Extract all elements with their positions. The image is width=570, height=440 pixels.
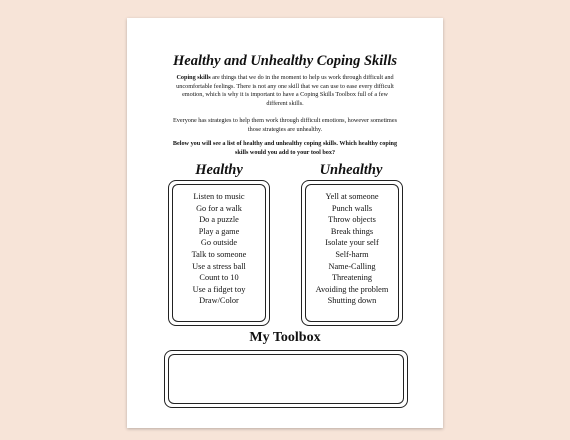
healthy-item: Talk to someone — [191, 249, 247, 259]
healthy-list — [169, 191, 269, 307]
strategies-paragraph: Everyone has strategies to help them work through difficult emotions, however sometimes those strategies are unhealthy. — [173, 117, 397, 133]
unhealthy-item: Isolate your self — [325, 238, 379, 248]
healthy-item: Play a game — [198, 226, 240, 236]
unhealthy-item: Yell at someone — [325, 192, 379, 201]
healthy-heading: Healthy — [195, 162, 243, 178]
healthy-item: Do a puzzle — [199, 215, 239, 225]
unhealthy-item: Avoiding the problem — [315, 284, 389, 294]
healthy-item: Go for a walk — [196, 203, 242, 213]
unhealthy-item: Break things — [330, 226, 374, 236]
healthy-item: Draw/Color — [199, 296, 239, 306]
toolbox-heading: My Toolbox — [249, 330, 321, 345]
worksheet-title: Healthy and Unhealthy Coping Skills — [173, 53, 397, 69]
unhealthy-heading: Unhealthy — [319, 162, 383, 178]
unhealthy-item: Throw objects — [328, 215, 376, 225]
unhealthy-list — [302, 191, 402, 307]
healthy-item: Count to 10 — [199, 273, 239, 283]
healthy-item: Listen to music — [193, 192, 245, 201]
unhealthy-item: Name-Calling — [328, 261, 376, 271]
toolbox-writing-area[interactable] — [164, 350, 408, 408]
intro-paragraph — [171, 74, 399, 108]
unhealthy-item: Shutting down — [327, 296, 377, 306]
healthy-item: Go outside — [200, 238, 238, 248]
worksheet-page — [127, 18, 443, 428]
intro-text: are things that we do in the moment to help us work through difficult and uncomfortable feelings. There is not any one skill that we can use to ease every difficult emotion, which is why it is important to have a Coping Skills Toolbox full of a few different skills. — [176, 74, 394, 107]
healthy-item: Use a stress ball — [192, 261, 246, 271]
intro-bold-term: Coping skills — [176, 74, 211, 81]
toolbox-inner-border — [168, 354, 404, 404]
unhealthy-list-box — [301, 180, 403, 326]
unhealthy-item: Self-harm — [335, 249, 369, 259]
unhealthy-item: Punch walls — [331, 203, 373, 213]
instruction-prompt: Below you will see a list of healthy and unhealthy coping skills. Which healthy coping skills would you add to your tool box? — [172, 140, 398, 156]
healthy-list-box — [168, 180, 270, 326]
healthy-item: Use a fidget toy — [192, 284, 246, 294]
unhealthy-item: Threatening — [331, 273, 373, 283]
